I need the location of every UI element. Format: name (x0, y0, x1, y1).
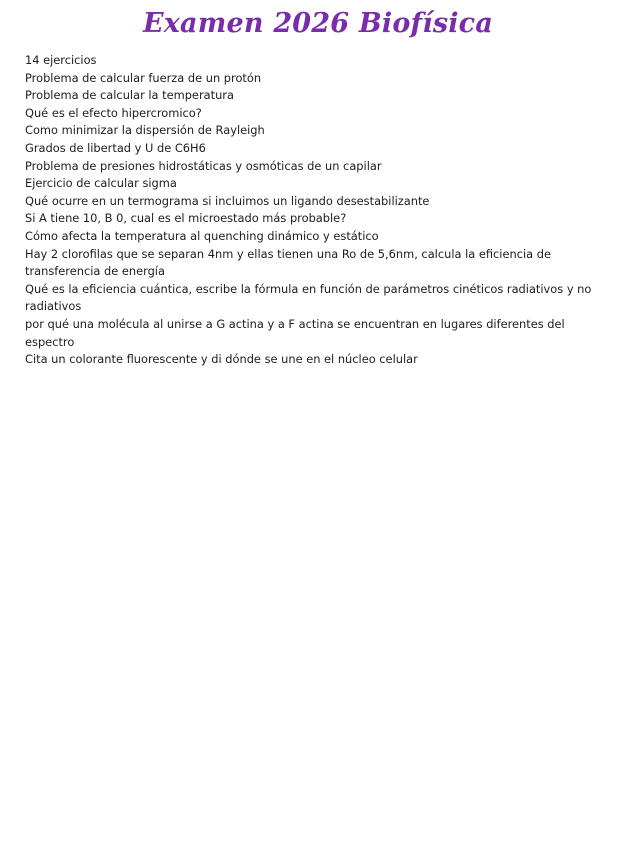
list-item: Problema de calcular fuerza de un protón (25, 70, 262, 85)
list-item: Qué es el efecto hipercromico? (25, 105, 202, 120)
list-item: Si A tiene 10, B 0, cual es el microestado más probable? (25, 211, 347, 226)
list-item: 14 ejercicios (25, 53, 97, 67)
list-item: Qué ocurre en un termograma si incluimos un ligando desestabilizante (25, 193, 430, 208)
list-item: Qué es la eficiencia cuántica, escribe la fórmula en función de parámetros cinéticos radiativos y no radiativos (25, 281, 592, 314)
document-title: Examen 2026 Biofísica (142, 8, 494, 39)
list-item: Problema de calcular la temperatura (25, 88, 234, 103)
list-item: Ejercicio de calcular sigma (25, 176, 177, 191)
list-item: Cómo afecta la temperatura al quenching dinámico y estático (25, 228, 379, 243)
list-item: Hay 2 clorofilas que se separan 4nm y ellas tienen una Ro de 5,6nm, calcula la eficiencia de transferencia de energía (25, 246, 551, 279)
exercise-list (25, 52, 605, 369)
list-item: Cita un colorante fluorescente y di dónde se une en el núcleo celular (25, 352, 418, 367)
list-item: Grados de libertad y U de C6H6 (25, 140, 206, 155)
list-item: Como minimizar la dispersión de Rayleigh (25, 123, 265, 138)
list-item: Problema de presiones hidrostáticas y osmóticas de un capilar (25, 158, 382, 173)
list-item: por qué una molécula al unirse a G actina y a F actina se encuentran en lugares diferentes del espectro (25, 316, 565, 349)
